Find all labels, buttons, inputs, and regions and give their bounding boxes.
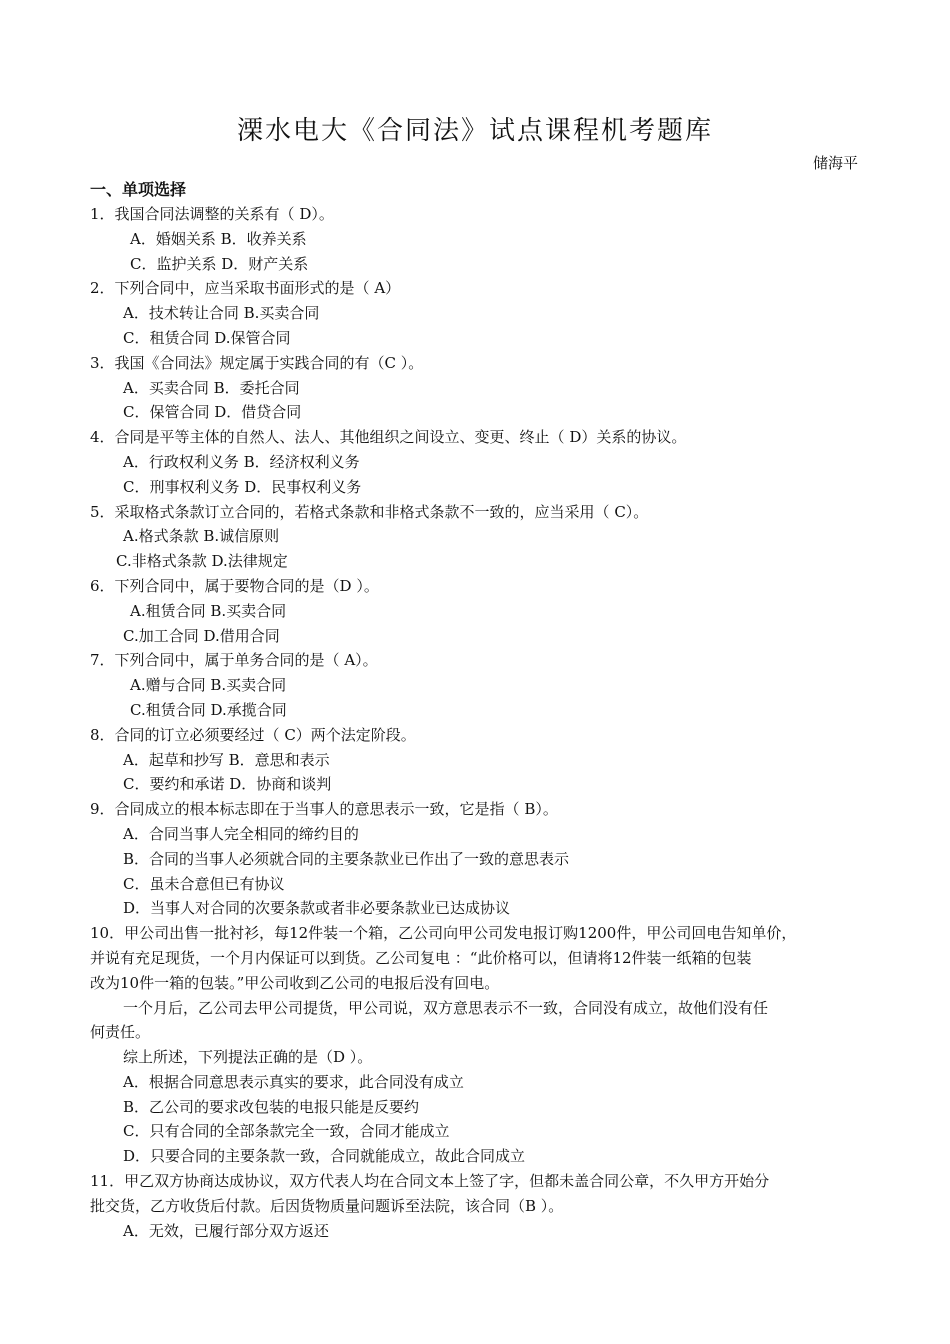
question-text: 并说有充足现货，一个月内保证可以到货。乙公司复电 ：“此价格可以，但请将12件装一纸箱的包装 <box>90 948 752 967</box>
question-text: 10．甲公司出售一批衬衫，每12件装一个箱，乙公司向甲公司发电报订购1200件，甲公司回电告知单价， <box>90 924 797 943</box>
question-option: A．无效，已履行部分双方返还 <box>123 1221 329 1240</box>
question-item <box>90 202 870 276</box>
question-option: B．乙公司的要求改包装的电报只能是反要约 <box>123 1097 420 1116</box>
question-option: C．租赁合同 D.保管合同 <box>123 328 291 347</box>
question-option: A.赠与合同 B.买卖合同 <box>130 676 287 695</box>
question-option: C．要约和承诺 D．协商和谈判 <box>123 775 332 794</box>
question-option: A．根据合同意思表示真实的要求，此合同没有成立 <box>123 1072 464 1091</box>
section-heading: 一、单项选择 <box>90 180 187 199</box>
question-option: D．当事人对合同的次要条款或者非必要条款业已达成协议 <box>123 899 511 918</box>
question-option: A.格式条款 B.诚信原则 <box>123 527 280 546</box>
question-text: 4．合同是平等主体的自然人、法人、其他组织之间设立、变更、终止（ D）关系的协议。 <box>90 428 687 447</box>
question-text: 3．我国《合同法》规定属于实践合同的有（C ）。 <box>90 353 424 372</box>
question-text: 2．下列合同中，应当采取书面形式的是（ A） <box>90 279 401 298</box>
question-option: A．合同当事人完全相同的缔约目的 <box>123 824 359 843</box>
question-option: C．监护关系 D．财产关系 <box>130 254 309 273</box>
question-option: C.加工合同 D.借用合同 <box>123 626 280 645</box>
question-item <box>90 1169 870 1243</box>
question-item <box>90 500 870 574</box>
question-option: C.非格式条款 D.法律规定 <box>116 552 288 571</box>
question-option: A．行政权利义务 B．经济权利义务 <box>123 452 360 471</box>
question-item <box>90 425 870 499</box>
question-paragraph: 一个月后，乙公司去甲公司提货，甲公司说，双方意思表示不一致，合同没有成立，故他们没有任 <box>123 998 769 1017</box>
question-text: 9．合同成立的根本标志即在于当事人的意思表示一致，它是指（ B）。 <box>90 800 558 819</box>
question-option: A．技术转让合同 B.买卖合同 <box>123 304 320 323</box>
question-item <box>90 921 870 1169</box>
question-option: A．买卖合同 B．委托合同 <box>123 378 300 397</box>
question-option: D．只要合同的主要条款一致，合同就能成立，故此合同成立 <box>123 1147 526 1166</box>
question-option: C．虽未合意但已有协议 <box>123 874 285 893</box>
question-text: 1．我国合同法调整的关系有（ D）。 <box>90 205 334 223</box>
question-text: 5．采取格式条款订立合同的，若格式条款和非格式条款不一致的，应当采用（ C）。 <box>90 502 649 521</box>
document-title: 溧水电大《合同法》试点课程机考题库 <box>236 116 713 146</box>
question-text: 11．甲乙双方协商达成协议，双方代表人均在合同文本上签了字，但都未盖合同公章，不久甲方开始分 <box>90 1172 770 1191</box>
question-item <box>90 351 870 425</box>
question-option: C．刑事权利义务 D．民事权利义务 <box>123 477 362 496</box>
question-option: C．保管合同 D．借贷合同 <box>123 403 302 422</box>
author-name: 储海平 <box>812 154 858 172</box>
question-item <box>90 723 870 797</box>
question-option: A.租赁合同 B.买卖合同 <box>130 601 287 620</box>
question-text: 批交货，乙方收货后付款。后因货物质量问题诉至法院，该合同（B ）。 <box>90 1196 564 1215</box>
question-paragraph: 何责任。 <box>90 1023 151 1042</box>
question-list <box>90 202 870 1243</box>
question-text: 改为10件一箱的包装。”甲公司收到乙公司的电报后没有回电。 <box>90 973 500 992</box>
question-item <box>90 797 870 921</box>
question-option: B．合同的当事人必须就合同的主要条款业已作出了一致的意思表示 <box>123 849 570 868</box>
question-option: A．起草和抄写 B．意思和表示 <box>123 750 330 769</box>
question-text: 8．合同的订立必须要经过（ C）两个法定阶段。 <box>90 725 416 744</box>
question-option: C．只有合同的全部条款完全一致，合同才能成立 <box>123 1122 450 1141</box>
question-option: C.租赁合同 D.承揽合同 <box>130 700 287 719</box>
question-item <box>90 276 870 350</box>
question-option: A．婚姻关系 B．收养关系 <box>130 229 307 248</box>
question-text: 7．下列合同中，属于单务合同的是（ A）。 <box>90 651 378 670</box>
question-item <box>90 574 870 648</box>
question-paragraph: 综上所述，下列提法正确的是（D ）。 <box>123 1048 373 1067</box>
question-text: 6．下列合同中，属于要物合同的是（D ）。 <box>90 576 379 595</box>
question-item <box>90 648 870 722</box>
